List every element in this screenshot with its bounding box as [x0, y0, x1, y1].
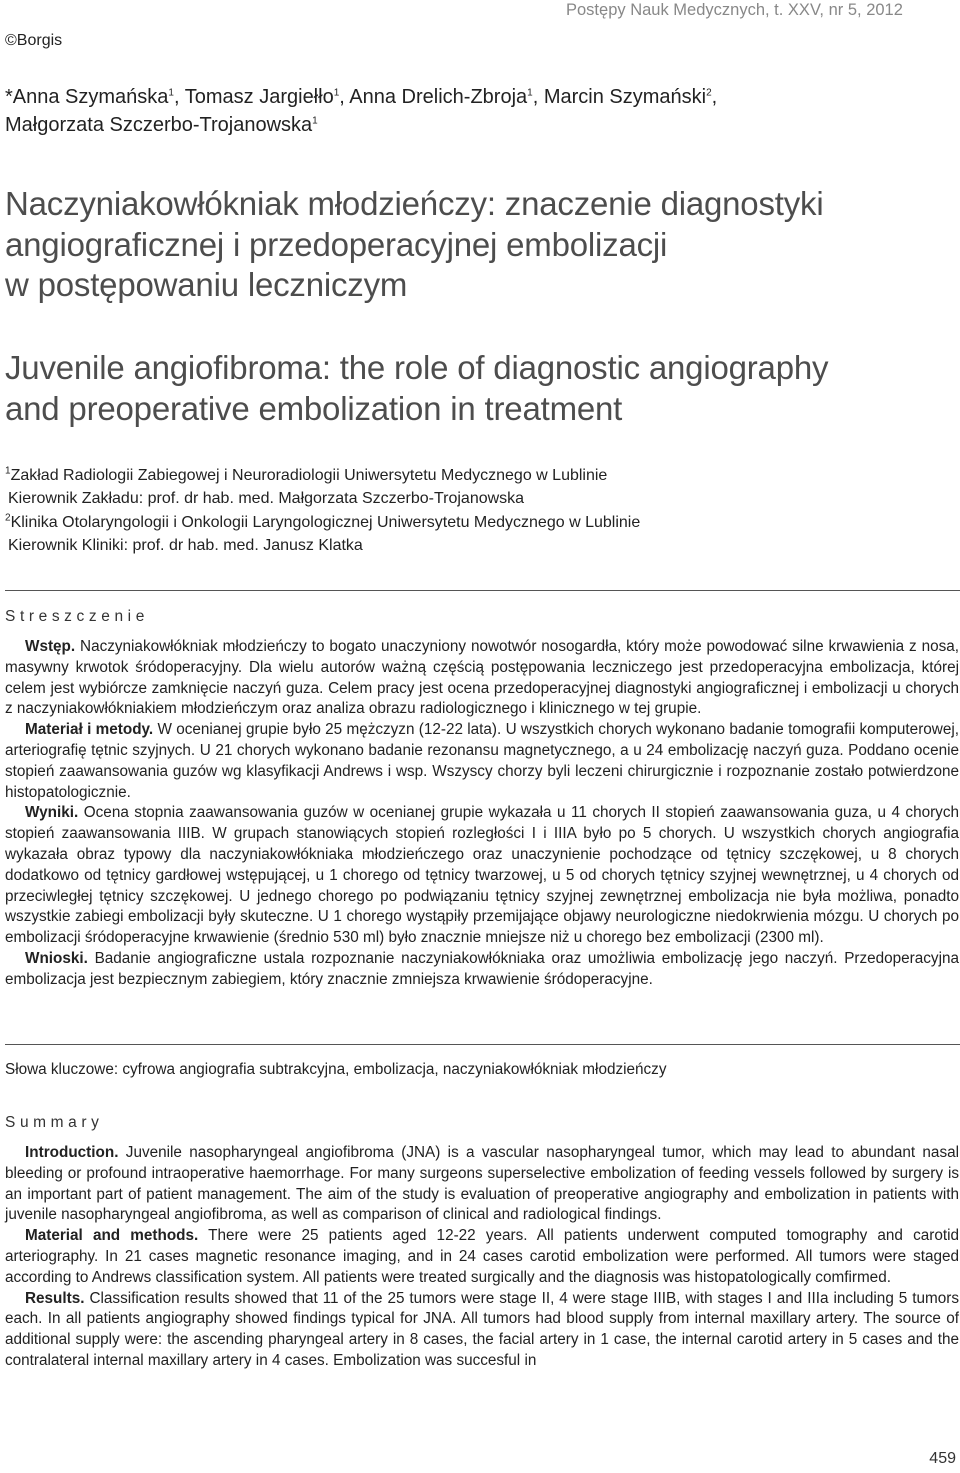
author: Marcin Szymański$^2$,: [543, 86, 718, 108]
affiliation-head: Kierownik Zakładu: prof. dr hab. med. Małgorzata Szczerbo-Trojanowska: [8, 490, 525, 508]
author: *Anna Szymańska$^1$,: [5, 86, 185, 108]
streszczenie-heading: Streszczenie: [5, 608, 149, 625]
abstract-paragraph: Wstęp. Naczyniakowłókniak młodzieńczy to bogato unaczyniony nowotwór nosogardła, który może powodować silne krwawienia z nosa, masywny krwotok śródoperacyjny. Dla wielu autorów ważną częścią postępowania leczniczego jest przedoperacyjna embolizacja, której celem jest wybiórcze zamknięcie naczyń guza. Celem pracy jest ocena przedoperacyjnej diagnostyki angiograficznej i embolizacji u chorych z naczyniakowłókniakiem młodzieńczym oraz analiza obrazu radiologicznego i klinicznego w tej grupie.: [5, 638, 959, 718]
affiliations: [5, 464, 955, 557]
affiliation-name: $^1$Zakład Radiologii Zabiegowej i Neuroradiologii Uniwersytetu Medycznego w Lublinie: [5, 465, 608, 484]
summary-heading: Summary: [5, 1114, 104, 1131]
keywords: Słowa kluczowe: cyfrowa angiografia subtrakcyjna, embolizacja, naczyniakowłókniak młodzieńczy: [5, 1061, 667, 1078]
summary-body: [5, 1143, 959, 1372]
abstract-paragraph: Wnioski. Badanie angiograficzne ustala rozpoznanie naczyniakowłókniaka oraz umożliwia embolizację jego naczyń. Przedoperacyjna embolizacja jest bezpiecznym zabiegiem, który znacznie zmniejsza krwawienie śródoperacyjne.: [5, 949, 959, 988]
abstract-paragraph: Wyniki. Ocena stopnia zaawansowania guzów w ocenianej grupie wykazała u 11 chorych II stopień zaawansowania guza, u 4 chorych stopień zaawansowania IIIB. W grupach stanowiących stopień rozległości I i IIIA było po 5 chorych. U wszystkich chorych angiografia wykazała obraz typowy dla naczyniakowłókniaka młodzieńczego oraz unaczynienie pochodzące od tętnicy szczękowej, u 8 chorych dodatkowo od tętnicy gardłowej wstępującej, u 1 chorego od tętnicy twarzowej, u 5 od chorych tętnicy szyjnej wewnętrznej, u 4 chorych od przeciwległej tętnicy szczękowej. U jednego chorego po podwiązaniu tętnicy szyjnej zewnętrznej embolizacja nie była możliwa, ponadto wszystkie zabiegi embolizacji były skuteczne. U 1 chorego wystąpiły przemijające objawy neurologiczne niedokrwienia mózgu. U chorych po embolizacji śródoperacyjne krwawienie (średnio 530 ml) było znacznie mniejsze niż u chorego bez embolizacji (2300 ml).: [5, 804, 959, 947]
journal-header: Postępy Nauk Medycznych, t. XXV, nr 5, 2012: [566, 1, 903, 19]
title-polish: Naczyniakowłókniak młodzieńczy: znaczenie diagnostyki angiograficznej i przedoperacyjnej embolizacji w postępowaniu leczniczym: [5, 185, 824, 303]
abstract-paragraph: Material and methods. There were 25 patients aged 12-22 years. All patients underwent computed tomography and carotid arteriography. In 21 cases magnetic resonance imaging, and in 24 cases carotid embolization were performed. All tumors were staged according to Andrews classification system. All patients were treated surgically and the diagnosis was histopatologically comfirmed.: [5, 1227, 959, 1286]
abstract-paragraph: Materiał i metody. W ocenianej grupie było 25 mężczyzn (12-22 lata). U wszystkich chorych wykonano badanie tomografii komputerowej, arteriografię tętnic szyjnych. U 21 chorych wykonano badanie rezonansu magnetycznego, a u 24 embolizację naczyń guza. Poddano ocenie stopień zaawansowania guzów wg klasyfikacji Andrews i wsp. Wszyscy chorzy byli leczeni chirurgicznie i rozpoznanie zostało potwierdzone histopatologicznie.: [5, 721, 959, 801]
affiliation-head: Kierownik Kliniki: prof. dr hab. med. Janusz Klatka: [8, 536, 363, 554]
abstract-paragraph: Results. Classification results showed that 11 of the 25 tumors were stage II, 4 were stage IIIB, with stages I and IIIa including 5 tumors each. In all patients angiography showed findings typical for JNA. All tumors had blood supply from internal maxillary artery. The source of additional supply were: the ascending pharyngeal artery in 8 cases, the facial artery in 1 case, the internal carotid artery in 5 cases and the contralateral internal maxillary artery in 4 cases. Embolization was succesful in: [5, 1289, 959, 1369]
author: Anna Drelich-Zbroja$^1$,: [349, 86, 544, 108]
publisher-mark: ©Borgis: [5, 32, 63, 49]
title-english: Juvenile angiofibroma: the role of diagnostic angiography and preoperative embolization in treatment: [5, 349, 829, 427]
keywords-divider: [5, 1044, 960, 1045]
abstract-paragraph: Introduction. Juvenile nasopharyngeal angiofibroma (JNA) is a vascular nasopharyngeal tumor, which may lead to abundant nasal bleeding or profound intraoperative haemorrhage. For many surgeons superselective embolization of feeding vessels followed by surgery is an important part of patient management. The aim of the study is evaluation of preoperative angiography and embolization in patients with juvenile nasopharyngeal angiofibroma, as well as comparison of clinical and radiological findings.: [5, 1144, 959, 1224]
author: Małgorzata Szczerbo-Trojanowska$^1$: [5, 114, 318, 136]
affiliation-name: $^2$Klinika Otolaryngologii i Onkologii Laryngologicznej Uniwersytetu Medycznego w Lublinie: [5, 512, 641, 531]
author-list: [5, 83, 955, 139]
streszczenie-body: [5, 637, 959, 991]
page-number: 459: [929, 1450, 956, 1467]
section-divider: [5, 590, 960, 591]
author: Tomasz Jargiełło$^1$,: [184, 86, 350, 108]
